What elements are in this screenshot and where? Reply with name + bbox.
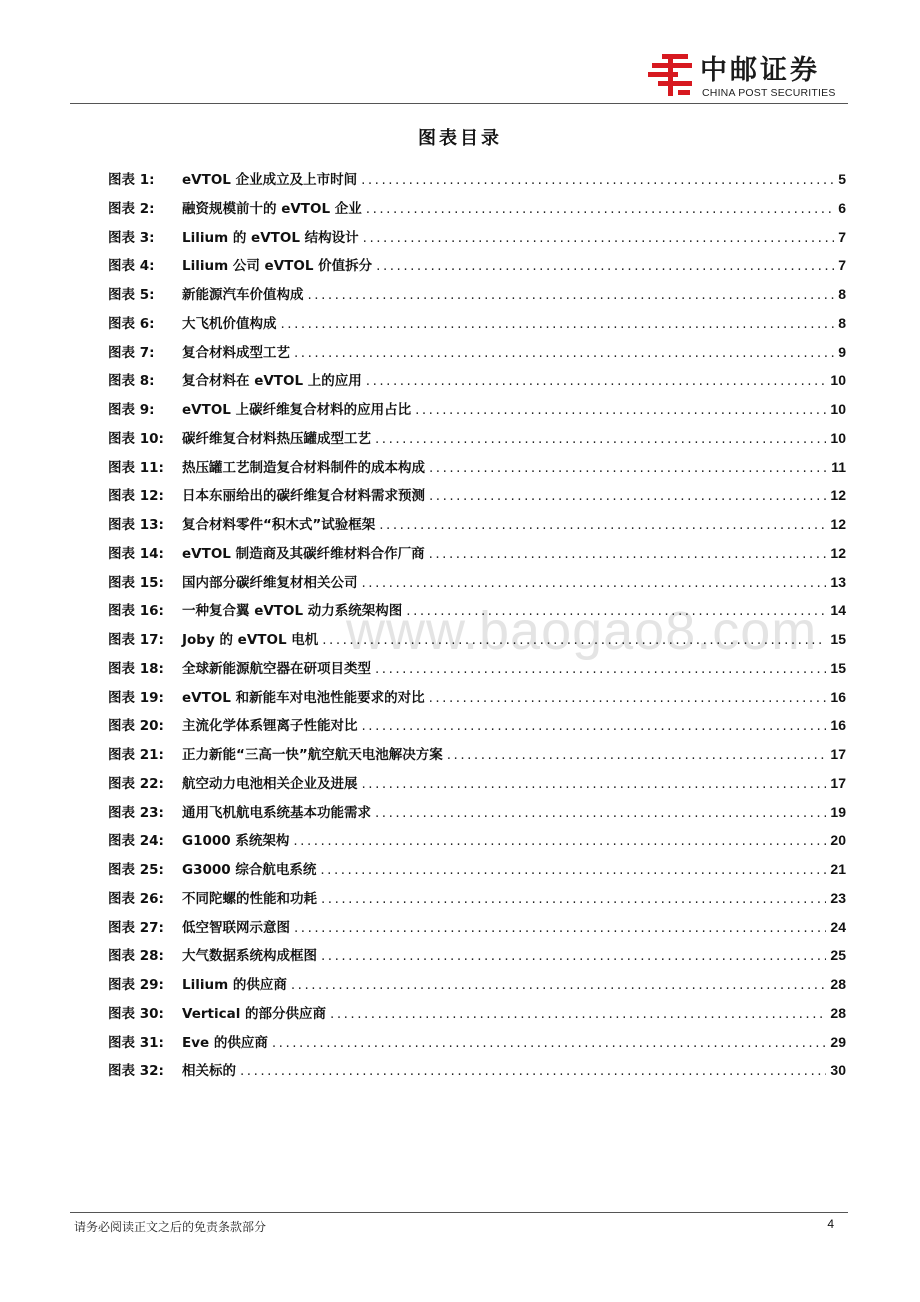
toc-leader-dots <box>375 425 826 454</box>
toc-leader-dots <box>366 195 834 224</box>
china-post-securities-logo <box>648 52 848 102</box>
toc-entry-number: 图表 7: <box>108 344 155 361</box>
toc-entry[interactable] <box>108 941 846 970</box>
toc-entry-number: 图表 10: <box>108 430 164 447</box>
toc-entry-number: 图表 25: <box>108 862 164 878</box>
toc-entry-number: 图表 11: <box>108 459 164 476</box>
toc-entry-title: 相关标的 <box>182 1063 236 1080</box>
toc-entry-page: 9 <box>838 343 846 360</box>
toc-entry-number: 图表 18: <box>108 660 164 677</box>
toc-entry-number: 图表 24: <box>108 833 164 850</box>
toc-leader-dots <box>362 712 827 741</box>
toc-entry-page: 10 <box>830 372 846 389</box>
toc-entry-number: 图表 14: <box>108 545 164 562</box>
toc-entry[interactable] <box>108 453 846 482</box>
page-number: 4 <box>827 1217 834 1231</box>
toc-entry-title: 复合材料成型工艺 <box>182 344 290 361</box>
toc-leader-dots <box>429 684 827 713</box>
toc-entry[interactable] <box>108 251 846 280</box>
toc-entry-title: 主流化学体系锂离子性能对比 <box>182 718 358 735</box>
toc-entry-number: 图表 15: <box>108 574 164 591</box>
toc-leader-dots <box>361 166 834 195</box>
header-divider <box>70 103 848 104</box>
toc-entry-page: 23 <box>830 889 846 906</box>
toc-leader-dots <box>447 741 827 770</box>
toc-entry-number: 图表 23: <box>108 804 164 821</box>
toc-entry[interactable] <box>108 1056 846 1085</box>
toc-entry-title: eVTOL 制造商及其碳纤维材料合作厂商 <box>182 545 425 562</box>
toc-entry[interactable] <box>108 481 846 510</box>
toc-entry-title: 复合材料在 eVTOL 上的应用 <box>182 373 362 390</box>
toc-entry-number: 图表 20: <box>108 718 164 735</box>
toc-leader-dots <box>321 942 826 971</box>
toc-entry-page: 15 <box>830 659 846 676</box>
toc-entry-title: Lilium 公司 eVTOL 价值拆分 <box>182 258 373 275</box>
toc-entry[interactable] <box>108 223 846 252</box>
toc-leader-dots <box>272 1029 827 1058</box>
toc-entry-page: 28 <box>830 1004 846 1021</box>
toc-entry-number: 图表 29: <box>108 977 164 993</box>
toc-leader-dots <box>321 885 826 914</box>
toc-entry-page: 17 <box>830 746 846 762</box>
toc-entry[interactable] <box>108 539 846 568</box>
toc-entry-page: 8 <box>838 314 846 331</box>
toc-entry[interactable] <box>108 884 846 913</box>
toc-leader-dots <box>322 626 826 655</box>
toc-entry-number: 图表 32: <box>108 1063 164 1080</box>
toc-entry-title: 全球新能源航空器在研项目类型 <box>182 660 371 677</box>
toc-leader-dots <box>294 914 826 943</box>
toc-leader-dots <box>429 482 826 511</box>
toc-entry[interactable] <box>108 855 846 884</box>
toc-entry[interactable] <box>108 798 846 827</box>
toc-entry-page: 10 <box>830 429 846 446</box>
toc-leader-dots <box>281 310 835 339</box>
toc-entry[interactable] <box>108 654 846 683</box>
toc-entry-number: 图表 1: <box>108 172 155 188</box>
toc-entry-page: 16 <box>830 688 846 705</box>
toc-entry-page: 21 <box>830 861 846 877</box>
toc-entry-number: 图表 8: <box>108 373 155 390</box>
toc-entry[interactable] <box>108 596 846 625</box>
toc-entry-page: 17 <box>830 774 846 791</box>
toc-entry[interactable] <box>108 194 846 223</box>
logo-english-name: CHINA POST SECURITIES <box>702 87 836 99</box>
toc-entry-title: Lilium 的 eVTOL 结构设计 <box>182 229 359 246</box>
toc-entry-page: 7 <box>838 228 846 245</box>
toc-entry-title: Lilium 的供应商 <box>182 977 287 993</box>
toc-entry-title: eVTOL 企业成立及上市时间 <box>182 172 358 188</box>
toc-entry-title: 新能源汽车价值构成 <box>182 287 304 303</box>
toc-entry-page: 28 <box>830 976 846 992</box>
toc-entry-page: 20 <box>830 832 846 849</box>
toc-entry[interactable] <box>108 970 846 999</box>
toc-leader-dots <box>363 224 835 253</box>
toc-entry-title: 融资规模前十的 eVTOL 企业 <box>182 200 362 217</box>
toc-leader-dots <box>375 655 826 684</box>
toc-entry-page: 6 <box>838 199 846 216</box>
toc-entry-title: G3000 综合航电系统 <box>182 862 317 878</box>
toc-entry-number: 图表 16: <box>108 603 164 620</box>
toc-entry-title: eVTOL 和新能车对电池性能要求的对比 <box>182 689 425 706</box>
toc-entry-number: 图表 9: <box>108 402 155 418</box>
toc-entry-page: 8 <box>838 286 846 302</box>
toc-entry-title: 日本东丽给出的碳纤维复合材料需求预测 <box>182 488 425 505</box>
toc-entry[interactable] <box>108 309 846 338</box>
toc-leader-dots <box>406 597 826 626</box>
toc-entry-title: 通用飞机航电系统基本功能需求 <box>182 804 371 821</box>
toc-entry-title: 大气数据系统构成框图 <box>182 948 317 965</box>
toc-entry-number: 图表 31: <box>108 1034 164 1051</box>
toc-leader-dots <box>376 252 834 281</box>
toc-entry-page: 24 <box>830 918 846 935</box>
toc-entry-page: 11 <box>831 458 846 475</box>
toc-entry[interactable] <box>108 826 846 855</box>
toc-entry[interactable] <box>108 338 846 367</box>
toc-entry-title: Eve 的供应商 <box>182 1034 268 1051</box>
toc-entry-page: 16 <box>830 717 846 734</box>
toc-leader-dots <box>362 770 827 799</box>
toc-leader-dots <box>379 511 826 540</box>
toc-entry-page: 10 <box>830 401 846 417</box>
toc-entry[interactable] <box>108 1028 846 1057</box>
toc-entry-page: 7 <box>838 257 846 274</box>
toc-entry-title: 复合材料零件“积木式”试验框架 <box>182 517 376 533</box>
toc-entry-title: 航空动力电池相关企业及进展 <box>182 775 358 792</box>
toc-title: 图表目录 <box>418 128 502 149</box>
toc-entry-number: 图表 21: <box>108 747 164 763</box>
toc-entry[interactable] <box>108 424 846 453</box>
toc-leader-dots <box>415 396 826 425</box>
toc-entry[interactable] <box>108 625 846 654</box>
page-header <box>70 52 848 102</box>
toc-entry[interactable] <box>108 568 846 597</box>
toc-leader-dots <box>375 799 826 828</box>
toc-entry-number: 图表 5: <box>108 287 155 303</box>
toc-entry-page: 30 <box>830 1062 846 1079</box>
toc-entry-title: 碳纤维复合材料热压罐成型工艺 <box>182 430 371 447</box>
toc-leader-dots <box>320 856 826 885</box>
toc-leader-dots <box>366 367 827 396</box>
toc-entry[interactable] <box>108 683 846 712</box>
toc-entry-number: 图表 22: <box>108 775 164 792</box>
toc-leader-dots <box>429 454 827 483</box>
toc-entry-page: 12 <box>830 487 846 504</box>
toc-entry-title: G1000 系统架构 <box>182 833 290 850</box>
toc-entry-page: 12 <box>830 544 846 561</box>
logo-chinese-name: 中邮证券 <box>700 55 820 86</box>
toc-entry[interactable] <box>108 913 846 942</box>
toc-entry-title: Vertical 的部分供应商 <box>182 1005 327 1022</box>
footer-divider <box>70 1212 848 1213</box>
toc-leader-dots <box>362 569 827 598</box>
toc-entry-page: 25 <box>830 947 846 964</box>
toc-leader-dots <box>429 540 827 569</box>
toc-entry-number: 图表 4: <box>108 258 155 275</box>
toc-entry-number: 图表 28: <box>108 948 164 965</box>
toc-leader-dots <box>330 1000 826 1029</box>
toc-entry-title: 大飞机价值构成 <box>182 315 277 332</box>
watermark: www.baogao8.com <box>346 601 818 661</box>
toc-entry-title: eVTOL 上碳纤维复合材料的应用占比 <box>182 402 412 418</box>
toc-entry-number: 图表 12: <box>108 488 164 505</box>
toc-leader-dots <box>293 827 826 856</box>
toc-entry-number: 图表 27: <box>108 919 164 936</box>
toc-entry[interactable] <box>108 395 846 424</box>
toc-entry-page: 5 <box>838 171 846 187</box>
toc-list <box>108 165 846 1085</box>
toc-entry-title: 正力新能“三高一快”航空航天电池解决方案 <box>182 747 443 763</box>
toc-leader-dots <box>294 339 834 368</box>
toc-entry-title: 热压罐工艺制造复合材料制件的成本构成 <box>182 459 425 476</box>
toc-entry-title: 一种复合翼 eVTOL 动力系统架构图 <box>182 603 403 620</box>
toc-leader-dots <box>240 1057 826 1086</box>
toc-entry-number: 图表 13: <box>108 517 164 533</box>
toc-entry-number: 图表 17: <box>108 632 164 648</box>
toc-entry-number: 图表 26: <box>108 890 164 907</box>
logo-mark-icon <box>648 52 696 98</box>
toc-entry-page: 12 <box>830 516 846 532</box>
toc-entry-number: 图表 2: <box>108 200 155 217</box>
toc-entry[interactable] <box>108 280 846 309</box>
toc-entry-number: 图表 6: <box>108 315 155 332</box>
toc-entry-page: 29 <box>830 1033 846 1050</box>
disclaimer-note: 请务必阅读正文之后的免责条款部分 <box>74 1220 267 1234</box>
toc-entry[interactable] <box>108 769 846 798</box>
toc-entry[interactable] <box>108 366 846 395</box>
toc-entry-number: 图表 30: <box>108 1005 164 1022</box>
toc-entry[interactable] <box>108 165 846 194</box>
toc-entry-page: 14 <box>830 602 846 619</box>
toc-entry-title: 低空智联网示意图 <box>182 919 290 936</box>
toc-entry-page: 13 <box>830 573 846 590</box>
toc-entry-number: 图表 19: <box>108 689 164 706</box>
toc-entry-title: 不同陀螺的性能和功耗 <box>182 890 317 907</box>
toc-entry-page: 19 <box>830 803 846 820</box>
toc-leader-dots <box>291 971 827 1000</box>
toc-entry-title: Joby 的 eVTOL 电机 <box>182 632 319 648</box>
toc-entry[interactable] <box>108 510 846 539</box>
toc-entry-page: 15 <box>830 631 846 647</box>
toc-entry-number: 图表 3: <box>108 229 155 246</box>
toc-entry[interactable] <box>108 999 846 1028</box>
toc-leader-dots <box>308 281 835 310</box>
toc-entry-title: 国内部分碳纤维复材相关公司 <box>182 574 358 591</box>
toc-entry[interactable] <box>108 711 846 740</box>
toc-entry[interactable] <box>108 740 846 769</box>
